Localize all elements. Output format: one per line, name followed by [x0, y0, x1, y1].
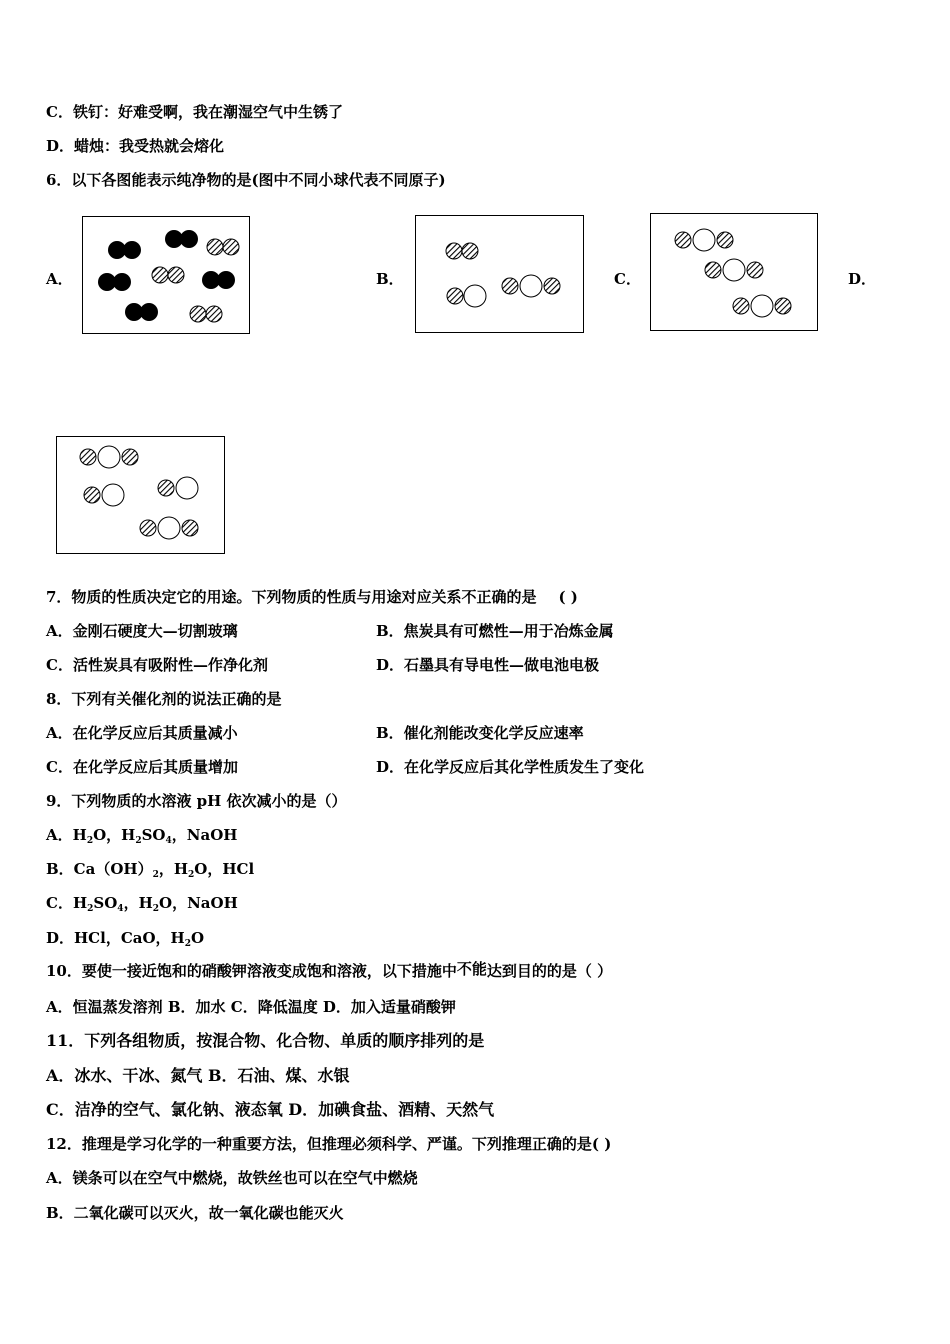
- q8-options-row1: [46, 723, 584, 743]
- q9-option-b: [46, 859, 254, 879]
- q9a-part: ，NaOH: [171, 826, 238, 844]
- q6-label-c: C．: [614, 270, 641, 288]
- q6-label-d: D．: [848, 270, 877, 288]
- q7-stem: [46, 587, 578, 607]
- q9c-sub: 4: [117, 904, 124, 914]
- q7-option-a: A．金刚石硬度大—切割玻璃: [46, 622, 238, 640]
- q6-figure-d: [56, 436, 225, 554]
- q12-stem: 12．推理是学习化学的一种重要方法，但推理必须科学、严谨。下列推理正确的是( ): [46, 1135, 612, 1153]
- q8-option-d: D．在化学反应后其化学性质发生了变化: [376, 758, 645, 776]
- q10-stem-text: 10．要使一接近饱和的硝酸钾溶液变成饱和溶液，以下措施中: [46, 962, 457, 980]
- q9a-part: SO: [141, 826, 166, 844]
- q10-stem: [46, 961, 612, 981]
- q9c-part: SO: [93, 894, 118, 912]
- q11-options-ab: A．冰水、干冰、氮气 B．石油、煤、水银: [46, 1066, 350, 1085]
- q6-figure-c: [650, 213, 818, 331]
- q7-options-row1: [46, 621, 614, 641]
- q9c-sub: 2: [87, 904, 94, 914]
- q6-figure-a: [82, 216, 250, 334]
- molecule-diagram-a: [83, 217, 249, 333]
- q8-option-b: B．催化剂能改变化学反应速率: [376, 724, 584, 742]
- q9-option-d: [46, 928, 204, 948]
- q9a-sub: 4: [165, 836, 172, 846]
- q7-option-c: C．活性炭具有吸附性—作净化剂: [46, 656, 268, 674]
- q11-options-cd: C．洁净的空气、氯化钠、液态氧 D．加碘食盐、酒精、天然气: [46, 1100, 495, 1119]
- q9a-sub: 2: [86, 836, 94, 846]
- q6-stem: 6．以下各图能表示纯净物的是(图中不同小球代表不同原子): [46, 171, 446, 189]
- q9a-part: A．H: [46, 826, 87, 844]
- q7-options-row2: [46, 655, 600, 675]
- q9c-sub: 2: [152, 904, 160, 914]
- q6-figure-b: [415, 215, 584, 333]
- q9-stem: 9．下列物质的水溶液 pH 依次减小的是（）: [46, 792, 347, 810]
- q6-label-b: B．: [376, 270, 404, 288]
- q11-stem: 11．下列各组物质，按混合物、化合物、单质的顺序排列的是: [46, 1031, 485, 1050]
- molecule-diagram-c: [651, 214, 817, 330]
- q8-options-row2: [46, 757, 645, 777]
- q8-stem: 8．下列有关催化剂的说法正确的是: [46, 690, 282, 708]
- q7-option-d: D．石墨具有导电性—做电池电极: [376, 656, 600, 674]
- q9b-part: ，H: [158, 860, 189, 878]
- q7-option-b: B．焦炭具有可燃性—用于冶炼金属: [376, 622, 614, 640]
- q8-option-a: A．在化学反应后其质量减小: [46, 724, 238, 742]
- q9c-part: C．H: [46, 894, 88, 912]
- q12-option-a: A．镁条可以在空气中燃烧，故铁丝也可以在空气中燃烧: [46, 1169, 418, 1187]
- q10-emphasis: 不能: [456, 960, 487, 978]
- q9d-part: D．HCl，CaO，H: [46, 929, 185, 947]
- q9a-sub: 2: [135, 836, 142, 846]
- q9b-part: B．Ca（OH）: [46, 860, 153, 878]
- q12-option-b: B．二氧化碳可以灭火，故一氧化碳也能灭火: [46, 1204, 344, 1222]
- q9b-sub: 2: [152, 870, 159, 880]
- q9d-sub: 2: [184, 939, 191, 949]
- q6-label-a: A．: [46, 270, 73, 288]
- q9b-sub: 2: [188, 870, 195, 880]
- q10-stem-text-end: 达到目的的是（ ）: [486, 962, 613, 980]
- q7-stem-text: 7．物质的性质决定它的用途。下列物质的性质与用途对应关系不正确的是: [46, 588, 537, 606]
- q9c-part: O，NaOH: [159, 894, 238, 912]
- q7-answer-paren: ( ): [558, 588, 578, 606]
- q5-option-d: D．蜡烛：我受热就会熔化: [46, 137, 225, 155]
- q5-option-c: C．铁钉：好难受啊，我在潮湿空气中生锈了: [46, 103, 343, 121]
- molecule-diagram-d: [57, 437, 224, 553]
- q9b-part: O，HCl: [194, 860, 255, 878]
- q9a-part: O，H: [93, 826, 136, 844]
- molecule-diagram-b: [416, 216, 583, 332]
- q9-option-a: [46, 825, 237, 845]
- q9d-part: O: [190, 929, 205, 947]
- q10-options: A．恒温蒸发溶剂 B．加水 C．降低温度 D．加入适量硝酸钾: [46, 998, 456, 1016]
- q9-option-c: [46, 893, 238, 913]
- q9c-part: ，H: [123, 894, 153, 912]
- q8-option-c: C．在化学反应后其质量增加: [46, 758, 238, 776]
